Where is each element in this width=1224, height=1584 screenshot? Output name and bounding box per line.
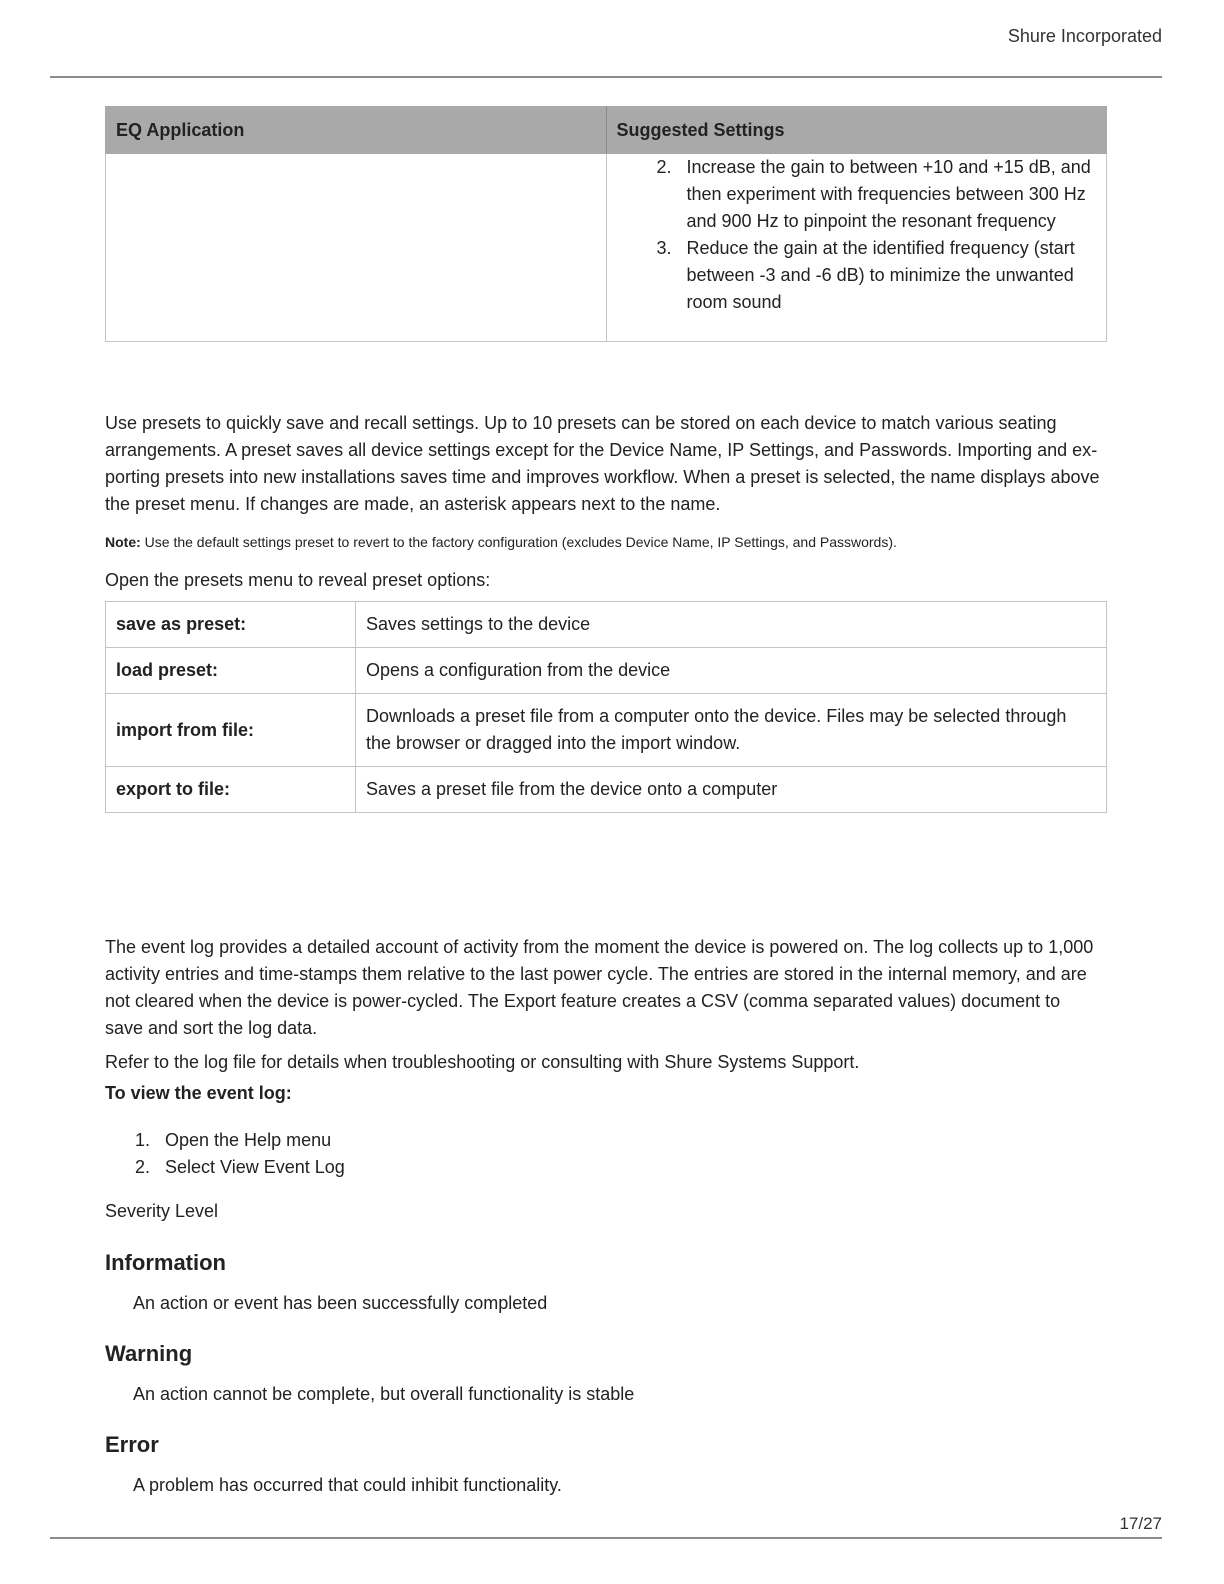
note-text: Use the default settings preset to revert to the factory configuration (excludes Device Name, IP Settings, and Passwords).: [144, 534, 897, 550]
view-event-log-heading: To view the event log:: [105, 1083, 292, 1103]
table-row: [106, 648, 1107, 694]
event-log-refer-paragraph: Refer to the log file for details when troubleshooting or consulting with Shure Systems Support.: [105, 1052, 860, 1072]
severity-error-heading: Error: [105, 1432, 159, 1457]
table-row: [106, 694, 1107, 767]
event-log-intro-paragraph: The event log provides a detailed account of activity from the moment the device is powered on. The log collects up to 1,000 activity entries and time-stamps them relative to the last power cycle. The entries are stored in the internal memory, and are not cleared when the device is power-cycled. The Export feature creates a CSV (comma separated values) document to save and sort the log data.: [105, 937, 1094, 1038]
severity-level-label: Severity Level: [105, 1201, 219, 1221]
table-header-row: [106, 107, 1107, 154]
option-description: Opens a configuration from the device: [356, 648, 1107, 694]
list-item: 1. Open the Help menu: [155, 1127, 345, 1154]
note-label: Note:: [105, 534, 141, 550]
list-item: 3. Reduce the gain at the identified frequency (start between -3 and -6 dB) to minimize the unwanted room sound: [677, 235, 1097, 316]
table-cell-empty: [106, 154, 607, 342]
option-term: save as preset:: [106, 602, 356, 648]
severity-information-heading: Information: [105, 1250, 226, 1275]
table-row: [106, 154, 1107, 342]
option-description: Saves settings to the device: [356, 602, 1107, 648]
severity-error-description: A problem has occurred that could inhibit functionality.: [133, 1475, 562, 1495]
option-term: load preset:: [106, 648, 356, 694]
option-description: Saves a preset file from the device onto a computer: [356, 767, 1107, 813]
settings-steps-list: [617, 154, 1097, 316]
table-row: [106, 602, 1107, 648]
presets-menu-intro: Open the presets menu to reveal preset options:: [105, 570, 491, 590]
view-event-log-steps: [105, 1127, 345, 1181]
table-row: [106, 767, 1107, 813]
header-divider: [50, 76, 1162, 78]
column-header-eq-application: EQ Application: [106, 107, 607, 154]
option-description: Downloads a preset file from a computer onto the device. Files may be selected through the browser or dragged into the import window.: [356, 694, 1107, 767]
list-item: 2. Increase the gain to between +10 and +15 dB, and then experiment with frequencies between 300 Hz and 900 Hz to pinpoint the resonant frequency: [677, 154, 1097, 235]
footer-divider: [50, 1537, 1162, 1539]
option-term: export to file:: [106, 767, 356, 813]
severity-warning-heading: Warning: [105, 1341, 193, 1366]
table-cell-settings: [606, 154, 1107, 342]
presets-intro-paragraph: Use presets to quickly save and recall settings. Up to 10 presets can be stored on each device to match various seating arrangements. A preset saves all device settings except for the Device Name, IP Settings, and Passwords. Importing and exporting presets into new installations saves time and improves workflow. When a preset is selected, the name displays above the preset menu. If changes are made, an asterisk appears next to the name.: [105, 413, 1100, 514]
column-header-suggested-settings: Suggested Settings: [606, 107, 1107, 154]
severity-information-description: An action or event has been successfully completed: [133, 1293, 548, 1313]
header-company-name: Shure Incorporated: [1007, 26, 1162, 46]
presets-note: [105, 532, 1105, 552]
eq-settings-table: [105, 106, 1107, 342]
list-item: 2. Select View Event Log: [155, 1154, 345, 1181]
severity-warning-description: An action cannot be complete, but overall functionality is stable: [133, 1384, 635, 1404]
preset-options-table: [105, 601, 1107, 813]
option-term: import from file:: [106, 694, 356, 767]
page-number: 17/27: [1119, 1514, 1162, 1533]
